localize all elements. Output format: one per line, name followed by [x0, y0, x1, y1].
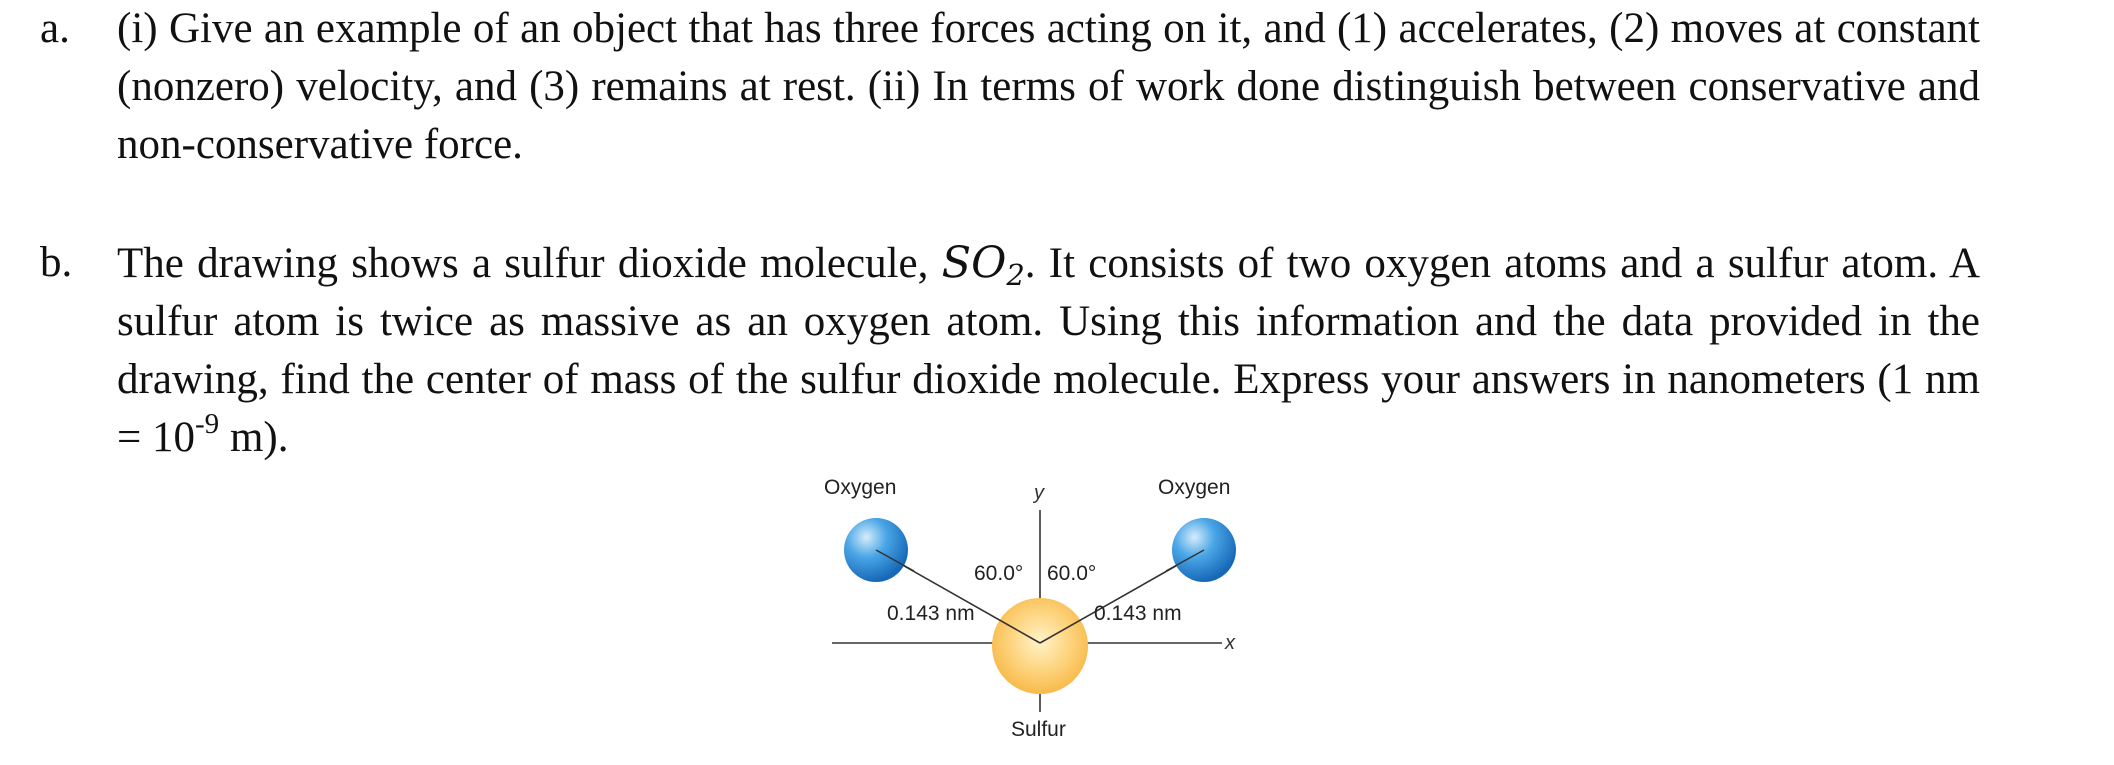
formula-base: SO	[941, 238, 1007, 288]
question-a-label: a.	[40, 5, 70, 52]
y-axis-label: y	[1034, 482, 1044, 504]
formula-subscript: 2	[1006, 258, 1025, 292]
angle-left-label: 60.0°	[974, 562, 1024, 585]
oxygen-right-label: Oxygen	[1158, 476, 1231, 499]
so2-molecule-figure	[820, 470, 1240, 760]
angle-right-label: 60.0°	[1047, 562, 1097, 585]
question-b-text-body: . It consists of two oxygen atoms and a sulfur atom. A sulfur atom is twice as massive as an oxygen atom. Using this information and the data provided in the drawing, find the center of mass of the sulfur dioxide molecule. Express your answers in nanometers (1 nm = 10	[117, 240, 1980, 461]
exponent: -9	[195, 408, 220, 440]
question-b-text-end: m).	[219, 414, 289, 461]
so2-diagram	[820, 470, 1240, 760]
so2-formula	[941, 238, 1025, 292]
x-axis-label: x	[1225, 632, 1235, 654]
question-a-text: (i) Give an example of an object that has three forces acting on it, and (1) accelerates, (2) moves at constant (nonzero) velocity, and (3) remains at rest. (ii) In terms of work done distinguish between conservative and non-conservative force.	[117, 5, 1980, 168]
sulfur-atom	[992, 598, 1088, 694]
question-b-text	[117, 234, 1980, 467]
question-b-text-intro: The drawing shows a sulfur dioxide molecule,	[117, 240, 942, 287]
oxygen-left-label: Oxygen	[824, 476, 897, 499]
sulfur-label: Sulfur	[1011, 718, 1066, 741]
question-a	[40, 0, 1980, 174]
bond-right-length: 0.143 nm	[1094, 602, 1182, 625]
question-b-label: b.	[40, 239, 73, 286]
question-b	[40, 234, 1980, 467]
bond-left-length: 0.143 nm	[887, 602, 975, 625]
